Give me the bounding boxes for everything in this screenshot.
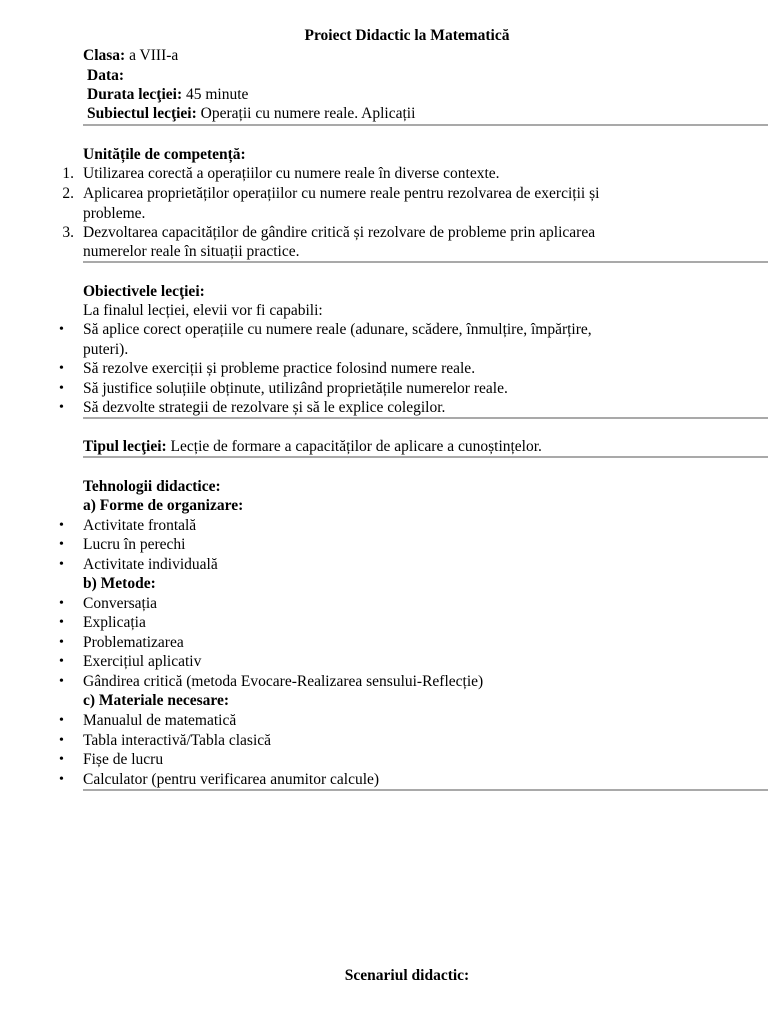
list-item: Gândirea critică (metoda Evocare-Realizarea sensului-Reflecție)	[83, 673, 484, 690]
list-item: Exercițiul aplicativ	[83, 653, 202, 670]
list-number: 1.	[62, 165, 74, 182]
list-item: Utilizarea corectă a operațiilor cu numere reale în diverse contexte.	[83, 165, 500, 182]
bullet: •	[59, 713, 64, 728]
list-item: Conversația	[83, 595, 158, 612]
document-title: Proiect Didactic la Matematică	[304, 27, 510, 44]
bullet: •	[59, 635, 64, 650]
lesson-type-line	[83, 437, 542, 456]
section-divider	[83, 456, 768, 458]
technologies-heading: Tehnologii didactice:	[83, 478, 221, 495]
class-value: a VIII-a	[125, 47, 179, 64]
bullet: •	[59, 733, 64, 748]
list-item-continuation: puteri).	[83, 341, 129, 358]
bullet: •	[59, 381, 64, 396]
list-item: Aplicarea proprietăților operațiilor cu numere reale pentru rezolvarea de exerciții și	[83, 185, 600, 202]
materials-heading: c) Materiale necesare:	[83, 692, 230, 709]
list-item: Activitate individuală	[83, 556, 218, 573]
list-item-continuation: numerelor reale în situații practice.	[83, 243, 300, 260]
list-item: Problematizarea	[83, 634, 184, 651]
list-item-continuation: probleme.	[83, 205, 146, 222]
list-item: Tabla interactivă/Tabla clasică	[83, 732, 272, 749]
list-item: Explicația	[83, 614, 146, 631]
lesson-type-value: Lecție de formare a capacităților de aplicare a cunoștințelor.	[166, 438, 542, 455]
forms-heading: a) Forme de organizare:	[83, 497, 244, 514]
bullet: •	[59, 772, 64, 787]
methods-heading: b) Metode:	[83, 575, 156, 592]
objectives-heading: Obiectivele lecţiei:	[83, 283, 205, 300]
bullet: •	[59, 557, 64, 572]
duration-label: Durata lecţiei:	[87, 86, 183, 103]
list-item: Fișe de lucru	[83, 751, 164, 768]
bullet: •	[59, 654, 64, 669]
bullet: •	[59, 518, 64, 533]
list-item: Să aplice corect operațiile cu numere reale (adunare, scădere, înmulțire, împărțire,	[83, 321, 592, 338]
class-label: Clasa:	[83, 47, 126, 64]
competencies-heading: Unitățile de competență:	[83, 146, 246, 163]
list-item: Să justifice soluțiile obținute, utilizând proprietățile numerelor reale.	[83, 380, 508, 397]
duration-value: 45 minute	[182, 86, 249, 103]
list-item: Activitate frontală	[83, 517, 197, 534]
date-label: Data:	[87, 67, 125, 84]
bullet: •	[59, 596, 64, 611]
section-divider	[83, 789, 768, 791]
list-item: Lucru în perechi	[83, 536, 186, 553]
list-item: Dezvoltarea capacităților de gândire critică și rezolvare de probleme prin aplicarea	[83, 224, 596, 241]
bullet: •	[59, 537, 64, 552]
bullet: •	[59, 322, 64, 337]
bullet: •	[59, 752, 64, 767]
subject-value: Operații cu numere reale. Aplicații	[196, 105, 416, 122]
scenario-heading: Scenariul didactic:	[344, 967, 470, 984]
class-line	[83, 46, 178, 65]
section-divider	[83, 417, 768, 419]
list-number: 3.	[62, 224, 74, 241]
section-divider	[83, 124, 768, 126]
list-item: Să dezvolte strategii de rezolvare și să le explice colegilor.	[83, 399, 446, 416]
date-line	[87, 66, 124, 85]
bullet: •	[59, 400, 64, 415]
list-item: Manualul de matematică	[83, 712, 237, 729]
section-divider	[83, 261, 768, 263]
subject-line	[87, 104, 415, 123]
list-item: Calculator (pentru verificarea anumitor calcule)	[83, 771, 380, 788]
list-item: Să rezolve exerciții și probleme practice folosind numere reale.	[83, 360, 476, 377]
duration-line	[87, 85, 248, 104]
list-number: 2.	[62, 185, 74, 202]
subject-label: Subiectul lecţiei:	[87, 105, 197, 122]
objectives-intro: La finalul lecției, elevii vor fi capabili:	[83, 302, 323, 319]
lesson-type-label: Tipul lecţiei:	[83, 438, 167, 455]
bullet: •	[59, 615, 64, 630]
bullet: •	[59, 361, 64, 376]
bullet: •	[59, 674, 64, 689]
